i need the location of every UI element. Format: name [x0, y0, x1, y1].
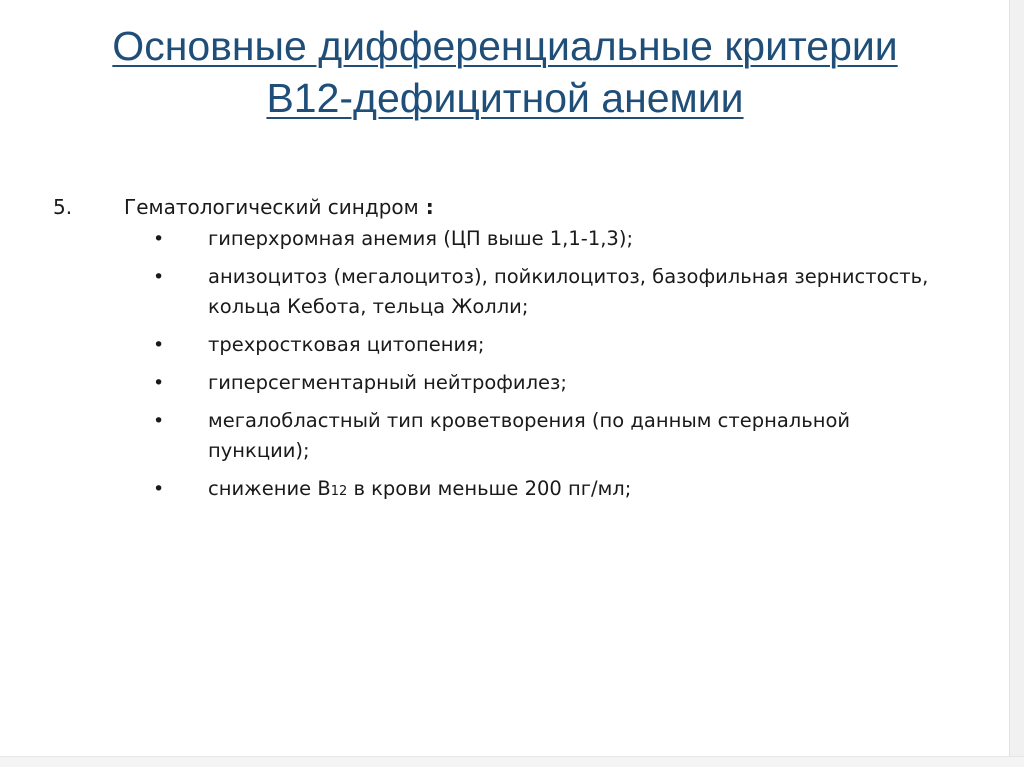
bullet-text [208, 477, 631, 500]
item-heading-text: Гематологический синдром [124, 195, 419, 219]
bullet-list [0, 224, 1010, 507]
slide-title [0, 20, 1010, 124]
list-item [0, 224, 1010, 254]
bullet-text: мегалобластный тип кроветворения (по данным стернальной пункции); [208, 409, 851, 462]
bullet-icon: • [153, 410, 165, 432]
bullet-text: гиперхромная анемия (ЦП выше 1,1-1,3); [208, 227, 634, 250]
b12-subscript: 12 [330, 484, 348, 499]
list-item [0, 406, 1010, 466]
bullet-icon: • [153, 266, 165, 288]
bullet-icon: • [153, 372, 165, 394]
list-item [0, 330, 1010, 360]
item-number: 5. [53, 195, 73, 219]
bullet-icon: • [153, 478, 165, 500]
item-heading-colon: : [418, 195, 434, 219]
title-line-1: Основные дифференциальные критерии [112, 23, 898, 69]
list-item [0, 262, 1010, 322]
item-heading [124, 190, 434, 224]
bullet-text: гиперсегментарный нейтрофилез; [208, 371, 567, 394]
numbered-item [0, 190, 1010, 224]
title-line-2: B12-дефицитной анемии [266, 75, 744, 121]
bullet-text-before: снижение B [208, 477, 331, 500]
slide-frame-bottom [0, 756, 1024, 767]
bullet-text-after: в крови меньше 200 пг/мл; [347, 477, 632, 500]
bullet-icon: • [153, 334, 165, 356]
list-item [0, 474, 1010, 507]
slide-frame-right [1009, 0, 1024, 767]
bullet-text: анизоцитоз (мегалоцитоз), пойкилоцитоз, базофильная зернистость, кольца Кебота, тельца Жолли; [208, 265, 929, 318]
bullet-text: трехростковая цитопения; [208, 333, 485, 356]
bullet-icon: • [153, 228, 165, 250]
slide-body [0, 190, 1010, 515]
list-item [0, 368, 1010, 398]
